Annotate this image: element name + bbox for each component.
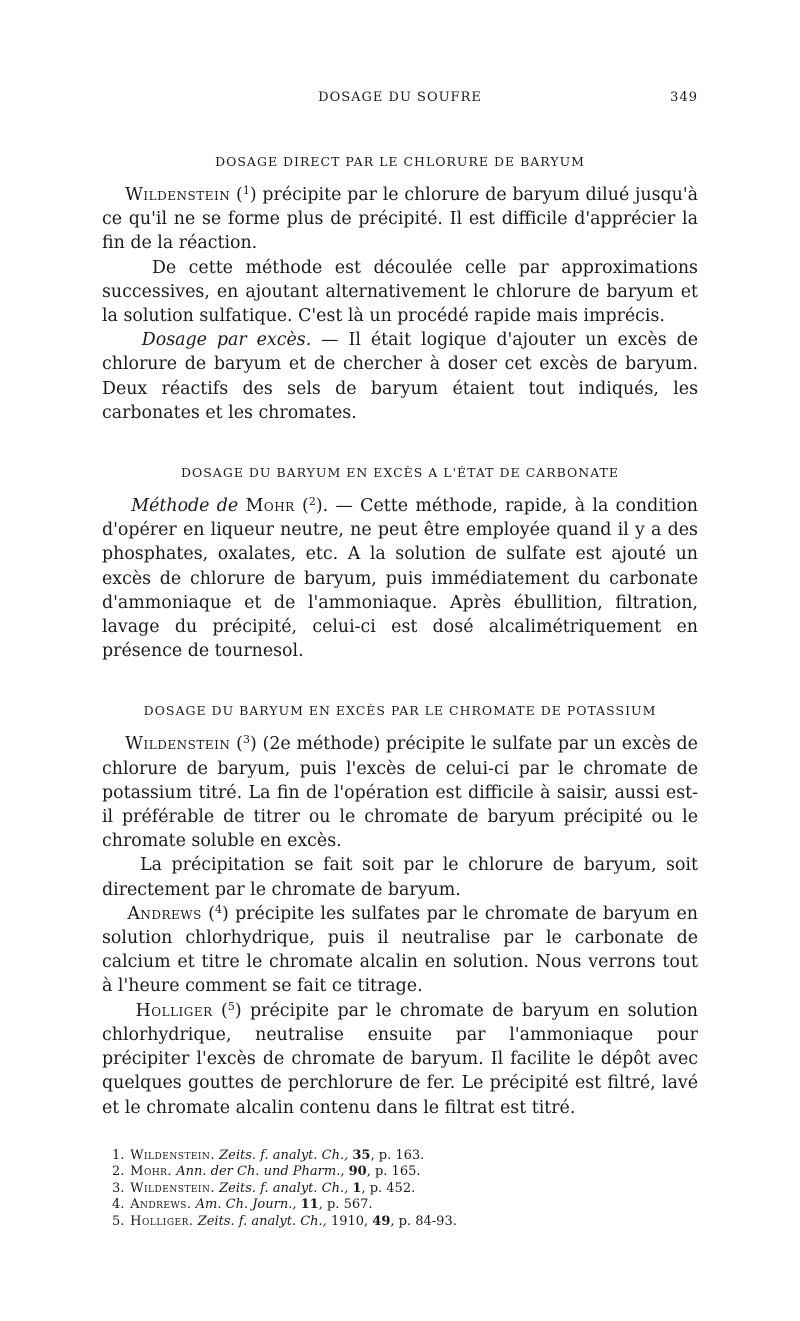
footnote-rest: , p. 163.: [370, 1147, 425, 1163]
paragraph-text: De cette méthode est découlée celle par approximations successives, en ajoutant alternativement le chlorure de baryum et la solution sulfatique. C'est là un procédé rapide mais imprécis.: [102, 257, 698, 327]
footnote-volume: 11: [300, 1197, 319, 1213]
footnote-number: 3.: [112, 1180, 125, 1196]
paragraph-text: précipite les sulfates par le chromate de baryum en solution chlorhydrique, puis il neutralise par le carbonate de calcium et titre le chromate alcalin en solution. Nous verrons tout à l'heure comment se fait ce titrage.: [102, 903, 698, 997]
author-name: Mohr: [245, 496, 295, 517]
italic-lead: Méthode de: [131, 496, 239, 517]
footnote-number: 4.: [112, 1197, 125, 1213]
book-page: [102, 90, 698, 1230]
footnote-source: Zeits. f. analyt. Ch.,: [197, 1213, 327, 1229]
footnote-author: Mohr.: [130, 1164, 173, 1180]
footnote-rest: , p. 165.: [366, 1164, 421, 1180]
paragraph: Wildenstein ($^1$) précipite par le chlorure de baryum dilué jusqu'à ce qu'il ne se forme plus de précipité. Il est difficile d'apprécier la fin de la réaction.: [102, 184, 698, 254]
author-name: Wildenstein: [125, 185, 231, 205]
paragraph-text: — Il était logique d'ajouter un excès de chlorure de baryum et de chercher à doser cet excès de baryum. Deux réactifs des sels de baryum étaient tout indiqués, les carbonates et les chromates.: [102, 330, 698, 423]
section-heading-chromate: DOSAGE DU BARYUM EN EXCÈS PAR LE CHROMATE DE POTASSIUM: [143, 703, 657, 719]
footnote-rest: , p. 452.: [361, 1180, 416, 1196]
section-heading-direct: DOSAGE DIRECT PAR LE CHLORURE DE BARYUM: [215, 154, 585, 169]
footnote-ref: 1: [242, 184, 250, 197]
footnote-volume: 35: [352, 1147, 371, 1163]
footnote-author: Wildenstein.: [130, 1147, 215, 1163]
footnote-number: 5.: [112, 1213, 125, 1229]
footnote-ref: 5: [227, 999, 235, 1013]
footnote-source: Am. Ch. Journ.,: [195, 1197, 297, 1213]
footnote-ref: 2: [308, 495, 316, 509]
footnote: [112, 1197, 698, 1214]
author-name: Andrews: [127, 903, 202, 924]
paragraph-text: . — Cette méthode, rapide, à la condition d'opérer en liqueur neutre, ne peut être employée quand il y a des phosphates, oxalates, etc. A la solution de sulfate est ajouté un excès de chlorure de baryum, puis immédiatement du carbonate d'ammoniaque et de l'ammoniaque. Après ébullition, filtration, lavage du précipité, celui-ci est dosé alcalimétriquement en présence de tournesol.: [102, 496, 698, 662]
author-name: Wildenstein: [125, 734, 231, 755]
footnote: [112, 1148, 698, 1165]
footnote-source: Ann. der Ch. und Pharm.,: [176, 1164, 345, 1180]
italic-lead: Dosage par excès.: [141, 330, 312, 351]
author-name: Holliger: [135, 1000, 213, 1021]
paragraph-text: précipite par le chromate de baryum en solution chlorhydrique, neutralise ensuite par l'ammoniaque pour précipiter l'excès de chromate de baryum. Il facilite le dépôt avec quelques gouttes de perchlorure de fer. Le précipité est filtré, lavé et le chromate alcalin contenu dans le filtrat est titré.: [102, 1000, 698, 1118]
footnote-author: Andrews.: [130, 1197, 192, 1213]
paragraph-text: précipite par le chlorure de baryum dilué jusqu'à ce qu'il ne se forme plus de précipité. Il est difficile d'apprécier la fin de la réaction.: [102, 185, 698, 254]
paragraph: Andrews ($^4$) précipite les sulfates par le chromate de baryum en solution chlorhydrique, puis il neutralise par le carbonate de calcium et titre le chromate alcalin en solution. Nous verrons tout à l'heure comment se fait ce titrage.: [102, 902, 698, 997]
footnote-volume: 1: [352, 1180, 362, 1196]
footnote-number: 2.: [112, 1164, 125, 1180]
footnote-ref: 4: [214, 902, 222, 916]
footnote-rest: , p. 84-93.: [390, 1213, 457, 1229]
paragraph: Holliger ($^5$) précipite par le chromate de baryum en solution chlorhydrique, neutralise ensuite par l'ammoniaque pour précipiter l'excès de chromate de baryum. Il facilite le dépôt avec quelques gouttes de perchlorure de fer. Le précipité est filtré, lavé et le chromate alcalin contenu dans le filtrat est titré.: [102, 999, 698, 1118]
footnote-rest: , p. 567.: [318, 1197, 373, 1213]
footnote: [112, 1164, 698, 1181]
footnote-ref: 3: [242, 733, 250, 747]
paragraph: [102, 853, 698, 901]
running-head: [102, 90, 698, 112]
footnote-number: 1.: [112, 1147, 125, 1163]
paragraph-text: La précipitation se fait soit par le chlorure de baryum, soit directement par le chromate de baryum.: [102, 855, 698, 900]
paragraph-text: (2e méthode) précipite le sulfate par un excès de chlorure de baryum, puis l'excès de celui-ci par le chromate de potassium titré. La fin de l'opération est difficile à saisir, aussi est-il préférable de titrer ou le chromate de baryum précipité ou le chromate soluble en excès.: [102, 734, 698, 852]
footnote-author: Holliger.: [130, 1213, 194, 1229]
running-head-title: DOSAGE DU SOUFRE: [318, 90, 482, 105]
footnote: [112, 1181, 698, 1198]
footnote-source: Zeits. f. analyt. Ch.,: [219, 1180, 349, 1196]
paragraph: [102, 328, 698, 425]
footnote-year: 1910,: [330, 1213, 369, 1229]
footnote-source: Zeits. f. analyt. Ch.,: [219, 1147, 349, 1163]
footnotes: [102, 1148, 698, 1231]
section-heading-carbonate: DOSAGE DU BARYUM EN EXCÈS A L'ÉTAT DE CARBONATE: [180, 465, 620, 481]
paragraph: Méthode de Mohr ($^2$). — Cette méthode, rapide, à la condition d'opérer en liqueur neutre, ne peut être employée quand il y a des phosphates, oxalates, etc. A la solution de sulfate est ajouté un excès de chlorure de baryum, puis immédiatement du carbonate d'ammoniaque et de l'ammoniaque. Après ébullition, filtration, lavage du précipité, celui-ci est dosé alcalimétriquement en présence de tournesol.: [102, 495, 698, 662]
page-number: 349: [670, 90, 698, 105]
footnote-volume: 49: [372, 1213, 391, 1229]
footnote-author: Wildenstein.: [130, 1180, 215, 1196]
footnote: [112, 1214, 698, 1231]
paragraph: [102, 256, 698, 329]
footnote-volume: 90: [348, 1164, 367, 1180]
paragraph: Wildenstein ($^3$) (2e méthode) précipite le sulfate par un excès de chlorure de baryum, puis l'excès de celui-ci par le chromate de potassium titré. La fin de l'opération est difficile à saisir, aussi est-il préférable de titrer ou le chromate de baryum précipité ou le chromate soluble en excès.: [102, 733, 698, 852]
